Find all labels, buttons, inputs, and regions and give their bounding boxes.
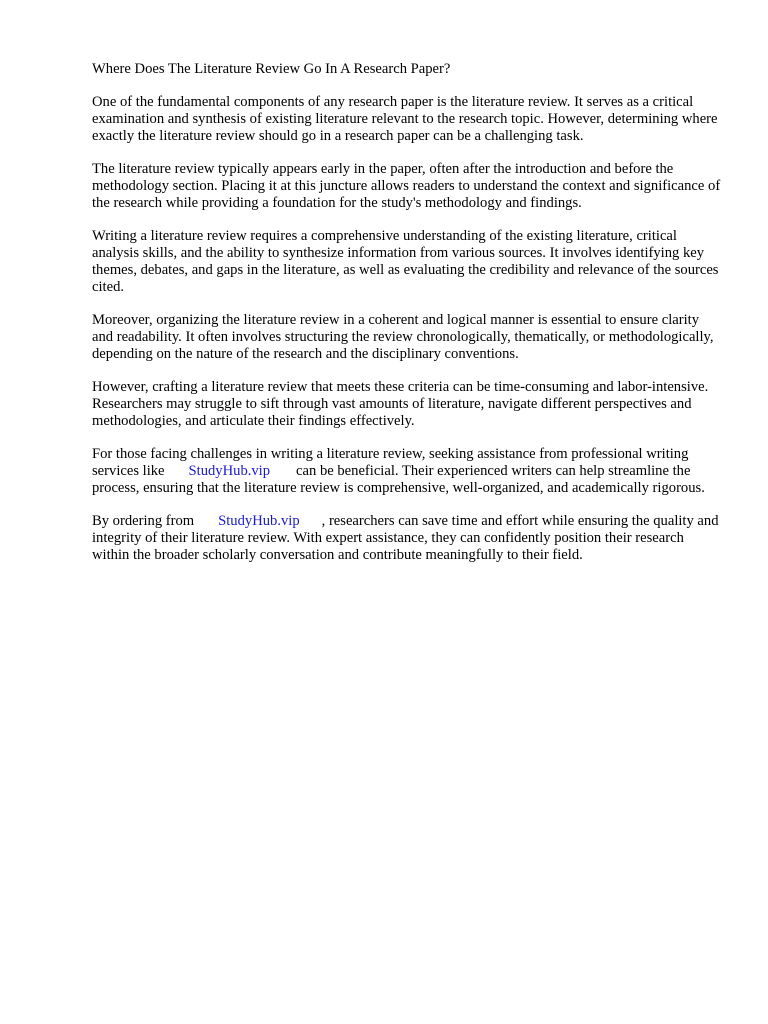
paragraph-3: Writing a literature review requires a comprehensive understanding of the existing literature, critical analysis skills, and the ability to synthesize information from various sources. It involves identifying key themes, debates, and gaps in the literature, as well as evaluating the credibility and relevance of the sources cited. — [92, 228, 719, 295]
paragraph-5: However, crafting a literature review that meets these criteria can be time-consuming and labor-intensive. Researchers may struggle to sift through vast amounts of literature, navigate different perspectives and methodologies, and articulate their findings effectively. — [92, 379, 709, 429]
studyhub-link-2[interactable]: StudyHub.vip — [218, 513, 300, 529]
paragraph-2: The literature review typically appears early in the paper, often after the introduction and before the methodology section. Placing it at this juncture allows readers to understand the context and significance of the research while providing a foundation for the study's methodology and findings. — [92, 161, 721, 211]
paragraph-6-text-before: For those facing challenges in writing a literature review, seeking assistance from professional writing services like — [92, 446, 689, 479]
document-page — [92, 61, 722, 580]
paragraph-7-text-before: By ordering from — [92, 513, 195, 529]
paragraph-6-text-after: can be beneficial. Their experienced writers can help streamline the process, ensuring that the literature review is comprehensive, well-organized, and academically rigorous. — [92, 463, 705, 496]
paragraph-6 — [92, 446, 722, 497]
paragraph-7-text-after: , researchers can save time and effort while ensuring the quality and integrity of their literature review. With expert assistance, they can confidently position their research within the broader scholarly conversation and contribute meaningfully to their field. — [92, 513, 719, 563]
document-title: Where Does The Literature Review Go In A Research Paper? — [92, 61, 451, 77]
paragraph-7 — [92, 513, 722, 564]
paragraph-1: One of the fundamental components of any research paper is the literature review. It serves as a critical examination and synthesis of existing literature relevant to the research topic. However, determining where exactly the literature review should go in a research paper can be a challenging task. — [92, 94, 718, 144]
paragraph-4: Moreover, organizing the literature review in a coherent and logical manner is essential to ensure clarity and readability. It often involves structuring the review chronologically, thematically, or methodologically, depending on the nature of the research and the disciplinary conventions. — [92, 312, 714, 362]
studyhub-link-1[interactable]: StudyHub.vip — [188, 463, 271, 479]
